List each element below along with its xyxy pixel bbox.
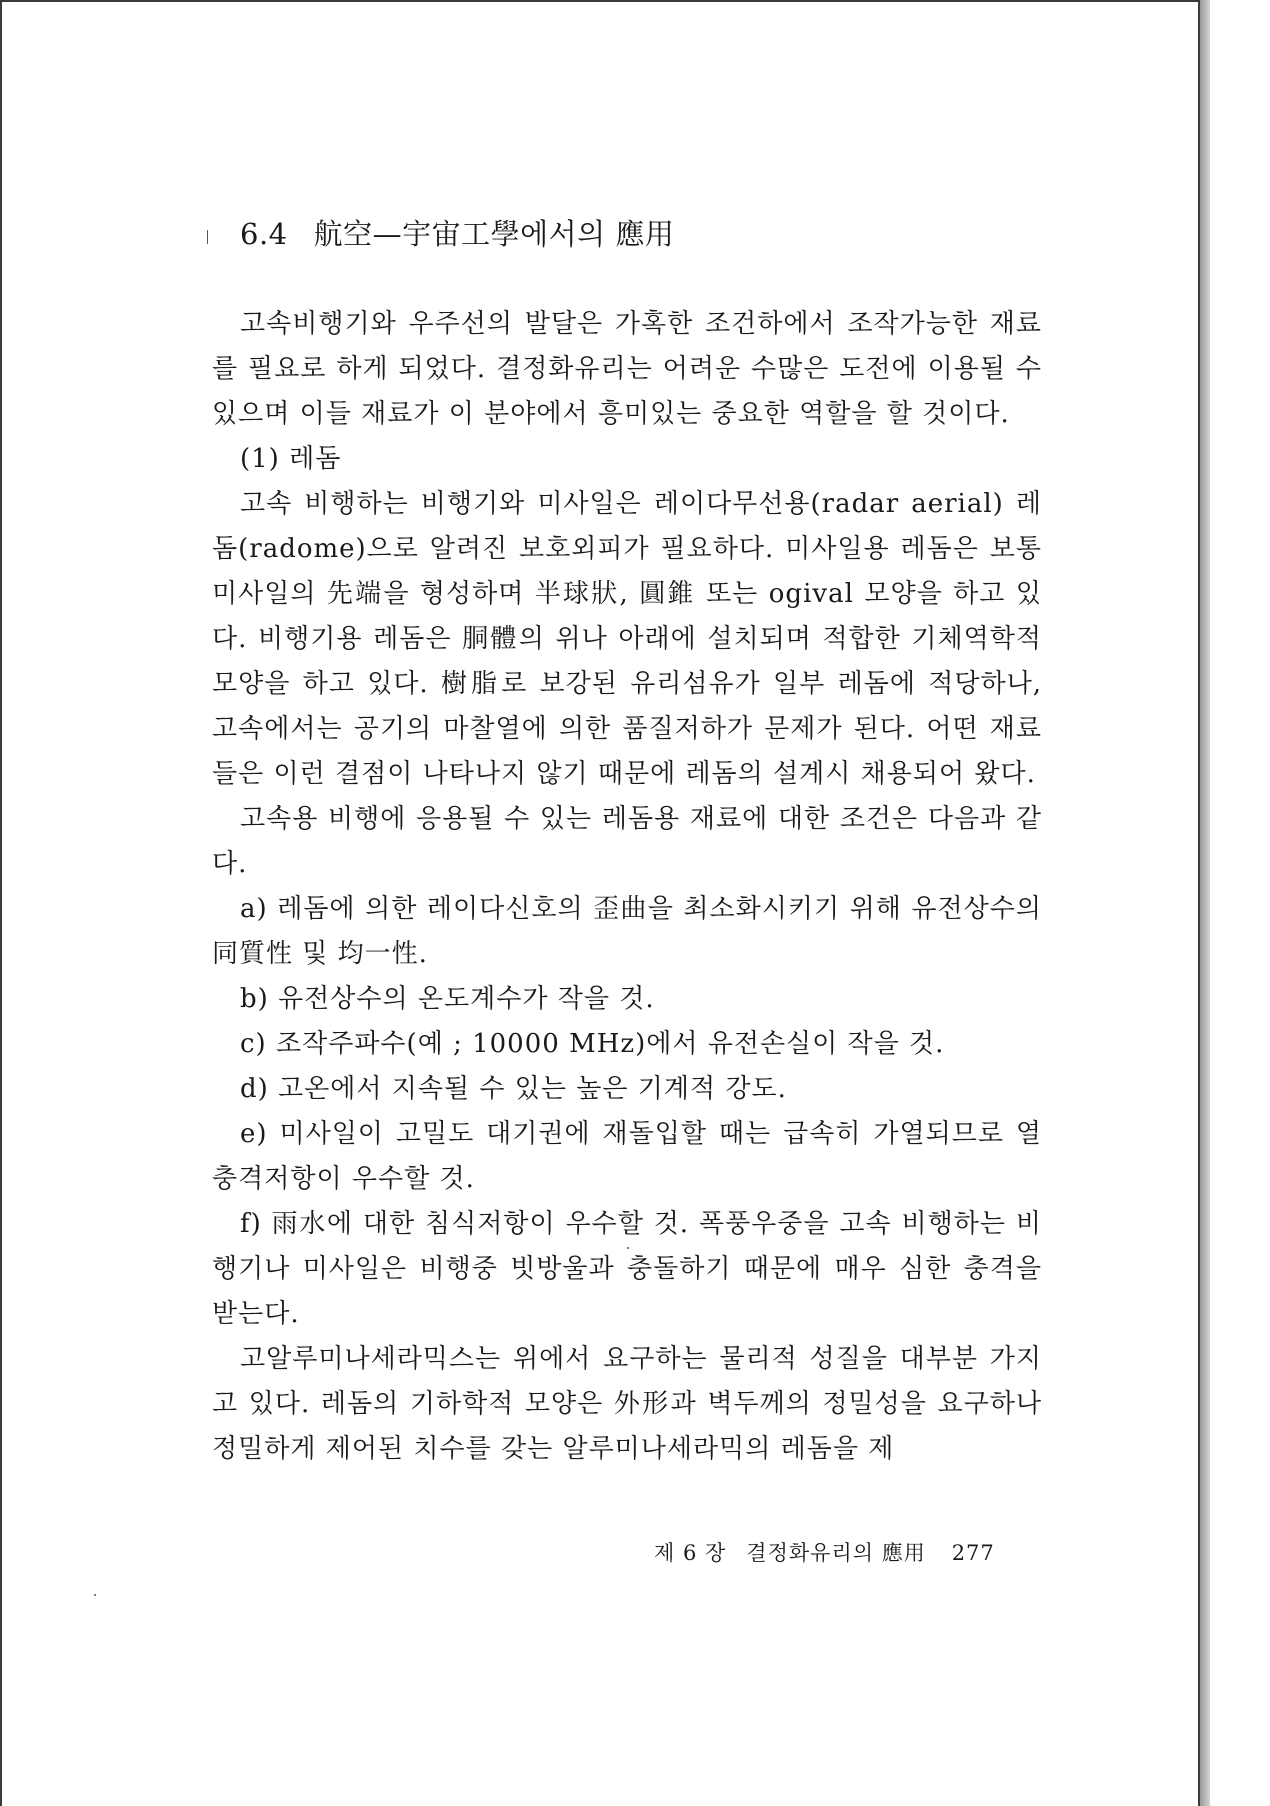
paragraph: 고속비행기와 우주선의 발달은 가혹한 조건하에서 조작가능한 재료를 필요로 하게 되었다. 결정화유리는 어려운 수많은 도전에 이용될 수 있으며 이들 재료가 이 분야에서 흥미있는 중요한 역할을 할 것이다. xyxy=(212,309,1042,429)
list-item: a) 레돔에 의한 레이다신호의 歪曲을 최소화시키기 위해 유전상수의 同質性 및 均一性. xyxy=(212,894,1042,969)
paragraph: 고알루미나세라믹스는 위에서 요구하는 물리적 성질을 대부분 가지고 있다. 레돔의 기하학적 모양은 外形과 벽두께의 정밀성을 요구하나 정밀하게 제어된 치수를 갖는 알루미나세라믹의 레돔을 제 xyxy=(212,1344,1042,1464)
footer-title: 결정화유리의 應用 xyxy=(746,1541,926,1565)
page-footer xyxy=(654,1537,995,1567)
page-number: 277 xyxy=(951,1541,995,1565)
section-heading xyxy=(240,212,674,253)
list-item: f) 雨水에 대한 침식저항이 우수할 것. 폭풍우중을 고속 비행하는 비행기나 미사일은 비행중 빗방울과 충돌하기 때문에 매우 심한 충격을 받는다. xyxy=(212,1209,1042,1329)
list-item: b) 유전상수의 온도계수가 작을 것. xyxy=(240,984,655,1014)
list-item: c) 조작주파수(예 ; 10000 MHz)에서 유전손실이 작을 것. xyxy=(240,1029,945,1059)
section-title: 航空—宇宙工學에서의 應用 xyxy=(313,217,675,251)
viewer-margin xyxy=(1210,0,1270,1806)
list-item: d) 고온에서 지속될 수 있는 높은 기계적 강도. xyxy=(240,1074,787,1104)
page-edge-shadow xyxy=(1200,0,1210,1806)
subsection-heading: (1) 레돔 xyxy=(240,444,342,474)
scan-mark xyxy=(627,1247,629,1249)
paragraph: 고속 비행하는 비행기와 미사일은 레이다무선용(radar aerial) 레돔(radome)으로 알려진 보호외피가 필요하다. 미사일용 레돔은 보통 미사일의 先端을 형성하며 半球狀, 圓錐 또는 ogival 모양을 하고 있다. 비행기용 레돔은 胴體의 위나 아래에 설치되며 적합한 기체역학적 모양을 하고 있다. 樹脂로 보강된 유리섬유가 일부 레돔에 적당하나, 고속에서는 공기의 마찰열에 의한 품질저하가 문제가 된다. 어떤 재료들은 이런 결점이 나타나지 않기 때문에 레돔의 설계시 채용되어 왔다. xyxy=(212,489,1042,789)
scan-mark xyxy=(94,1594,96,1596)
section-number: 6.4 xyxy=(240,217,288,251)
list-item: e) 미사일이 고밀도 대기권에 재돌입할 때는 급속히 가열되므로 열충격저항이 우수할 것. xyxy=(212,1119,1042,1194)
footer-chapter: 제 6 장 xyxy=(654,1541,727,1565)
scan-mark xyxy=(207,230,208,244)
body-text xyxy=(212,302,1042,1472)
paragraph: 고속용 비행에 응용될 수 있는 레돔용 재료에 대한 조건은 다음과 같다. xyxy=(212,804,1042,879)
